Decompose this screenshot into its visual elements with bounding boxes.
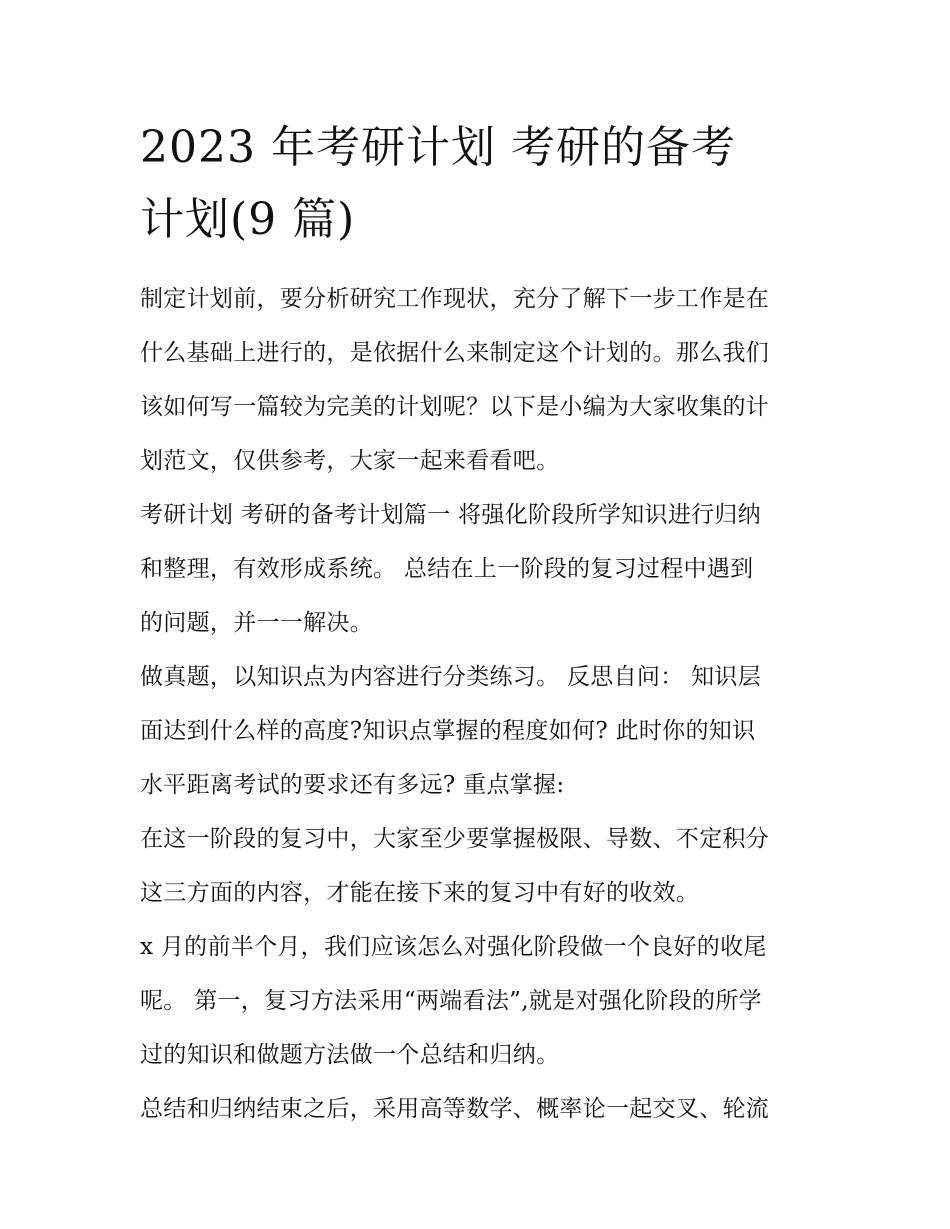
paragraph-line: 过的知识和做题方法做一个总结和归纳。 [140,1042,560,1068]
paragraph-line: 和整理，有效形成系统。 总结在上一阶段的复习过程中遇到 [140,556,754,582]
paragraph-line: 在这一阶段的复习中，大家至少要掌握极限、导数、不定积分 [140,826,770,852]
paragraph-key-points [140,812,820,920]
paragraph-line: 做真题，以知识点为内容进行分类练习。 反思自问： 知识层 [140,664,762,690]
paragraph-line: x 月的前半个月，我们应该怎么对强化阶段做一个良好的收尾 [140,934,767,960]
paragraph-line: 水平距离考试的要求还有多远? 重点掌握: [140,772,565,798]
paragraph-plan-one [140,488,820,650]
paragraph-line: 该如何写一篇较为完美的计划呢？以下是小编为大家收集的计 [140,394,770,420]
paragraph-month-plan [140,920,820,1082]
document-title [140,112,820,256]
paragraph-line: 划范文，仅供参考，大家一起来看看吧。 [140,448,560,474]
title-line-1: 2023 年考研计划 考研的备考 [140,122,736,173]
paragraph-intro [140,272,820,488]
paragraph-real-exams [140,650,820,812]
document-body [140,272,820,1136]
paragraph-line: 制定计划前，要分析研究工作现状，充分了解下一步工作是在 [140,286,770,312]
paragraph-summary [140,1082,820,1136]
paragraph-line: 考研计划 考研的备考计划篇一 将强化阶段所学知识进行归纳 [140,502,762,528]
paragraph-line: 这三方面的内容，才能在接下来的复习中有好的收效。 [140,880,700,906]
paragraph-line: 面达到什么样的高度?知识点掌握的程度如何? 此时你的知识 [140,718,756,744]
paragraph-line: 的问题，并一一解决。 [140,610,373,636]
paragraph-line: 呢。 第一，复习方法采用“两端看法”,就是对强化阶段的所学 [140,988,762,1014]
title-line-2: 计划(9 篇) [140,194,356,245]
paragraph-line: 什么基础上进行的，是依据什么来制定这个计划的。那么我们 [140,340,770,366]
paragraph-line: 总结和归纳结束之后，采用高等数学、概率论一起交叉、轮流 [140,1096,770,1122]
